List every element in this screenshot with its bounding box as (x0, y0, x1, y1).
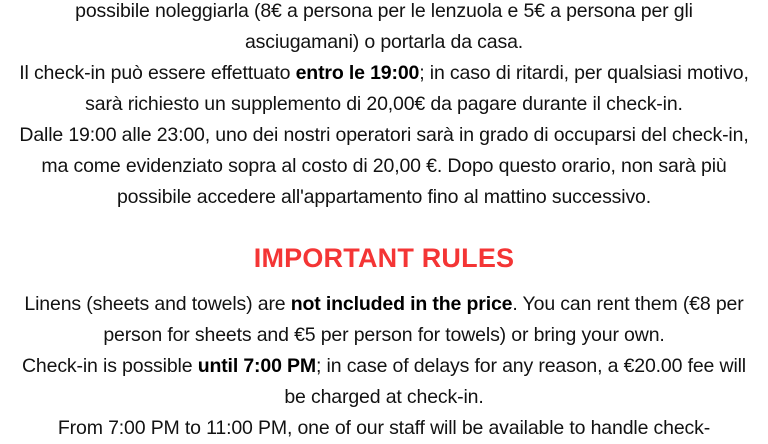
section-english (18, 289, 750, 444)
paragraph-checkin-it: Il check-in può essere effettuato entro le 19:00; in caso di ritardi, per qualsiasi motivo, sarà richiesto un supplemento di 20,00€ da pagare durante il check-in. (19, 62, 749, 115)
section-italian (18, 0, 750, 213)
paragraph-evening-en: From 7:00 PM to 11:00 PM, one of our staff will be available to handle check- (57, 417, 711, 439)
paragraph-checkin-en: Check-in is possible until 7:00 PM; in case of delays for any reason, a €20.00 fee will be charged at check-in. (22, 355, 746, 408)
important-rules-heading: IMPORTANT RULES (253, 243, 515, 273)
paragraph-linens-it: possibile noleggiarla (8€ a persona per le lenzuola e 5€ a persona per gli asciugamani) o portarla da casa. (75, 0, 693, 53)
paragraph-evening-it: Dalle 19:00 alle 23:00, uno dei nostri operatori sarà in grado di occuparsi del check-in, ma come evidenziato sopra al costo di 20,00 €. Dopo questo orario, non sarà più possibile accedere all'appartamento fino al mattino successivo. (19, 124, 749, 208)
section-english-heading-wrap (18, 213, 750, 289)
paragraph-linens-en: Linens (sheets and towels) are not included in the price. You can rent them (€8 per person for sheets and €5 per person for towels) or bring your own. (24, 293, 744, 346)
